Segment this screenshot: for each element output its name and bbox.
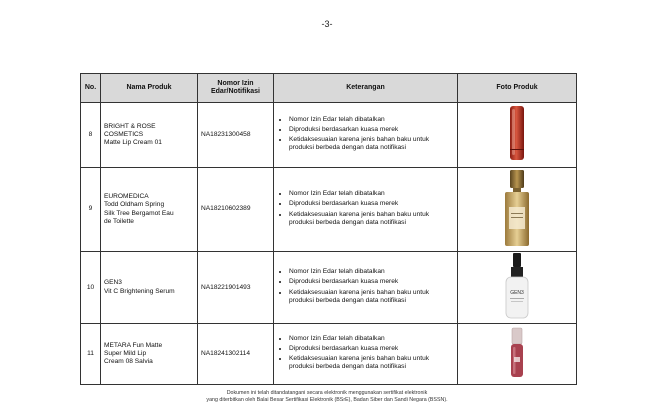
product-name-line: de Toilette [104, 217, 134, 225]
note-item: • Diproduksi berdasarkan kuasa merek [289, 126, 454, 134]
product-photo-cell [458, 324, 577, 385]
product-name [101, 168, 198, 252]
notes-cell [274, 252, 458, 324]
header-keterangan: Keterangan [274, 74, 458, 103]
product-name-line: BRIGHT & ROSE [104, 122, 156, 130]
registration-number: NA18221901493 [198, 252, 274, 324]
product-name-line: Cream 08 Salvia [104, 358, 153, 366]
product-name-line: COSMETICS [104, 130, 144, 138]
product-photo-cell [458, 168, 577, 252]
row-number: 9 [81, 168, 101, 252]
page-number: -3- [321, 19, 333, 29]
row-number: 11 [81, 324, 101, 385]
product-name-line: Super Mild Lip [104, 350, 147, 358]
note-item: • Nomor Izin Edar telah dibatalkan [289, 190, 454, 198]
product-name-line: Silk Tree Bergamot Eau [104, 209, 174, 217]
table-row [81, 168, 577, 252]
product-name [101, 103, 198, 168]
header-foto-produk: Foto Produk [458, 74, 577, 103]
header-nama-produk: Nama Produk [101, 74, 198, 103]
note-item: • Diproduksi berdasarkan kuasa merek [289, 200, 454, 208]
note-item: • Diproduksi berdasarkan kuasa merek [289, 278, 454, 286]
lip-cream-vial-image [507, 327, 527, 379]
product-name-line: Todd Oldham Spring [104, 201, 165, 209]
serum-pump-bottle-image [502, 252, 532, 320]
note-item: • Diproduksi berdasarkan kuasa merek [289, 345, 454, 353]
table-row [81, 324, 577, 385]
product-name [101, 252, 198, 324]
table-row [81, 103, 577, 168]
gen3-bottle-label: GEN3 [510, 290, 524, 296]
note-item: • Ketidaksesuaian karena jenis bahan baku untuk produksi berbeda dengan data notifikasi [289, 211, 454, 227]
product-name [101, 324, 198, 385]
footer-line: Dokumen ini telah ditandatangani secara elektronik menggunakan sertifikat elektronik [226, 390, 428, 396]
note-item: • Nomor Izin Edar telah dibatalkan [289, 116, 454, 124]
product-name-line: GEN3 [104, 279, 122, 287]
note-item: • Ketidaksesuaian karena jenis bahan baku untuk produksi berbeda dengan data notifikasi [289, 355, 454, 371]
registration-number: NA18241302114 [198, 324, 274, 385]
product-name-line: METARA Fun Matte [104, 341, 163, 349]
table-header-row [81, 74, 577, 103]
product-table [80, 73, 577, 385]
header-no: No. [81, 74, 101, 103]
product-name-line: Matte Lip Cream 01 [104, 139, 162, 147]
note-item: • Ketidaksesuaian karena jenis bahan baku untuk produksi berbeda dengan data notifikasi [289, 289, 454, 305]
note-item: • Nomor Izin Edar telah dibatalkan [289, 268, 454, 276]
header-nomor-izin: Nomor Izin Edar/Notifikasi [198, 74, 274, 103]
footer-line: yang diterbitkan oleh Balai Besar Sertifikasi Elektronik (BSrE), Badan Siber dan Sandi Negara (BSSN). [206, 397, 448, 404]
notes-cell [274, 103, 458, 168]
product-photo-cell [458, 103, 577, 168]
perfume-bottle-image [502, 169, 532, 247]
notes-cell [274, 168, 458, 252]
product-name-line: Vit C Brightening Serum [104, 287, 175, 295]
lip-cream-tube-image [507, 105, 527, 161]
footer-note [0, 390, 654, 404]
notes-cell [274, 324, 458, 385]
registration-number: NA18210602389 [198, 168, 274, 252]
table-row [81, 252, 577, 324]
row-number: 10 [81, 252, 101, 324]
note-item: • Nomor Izin Edar telah dibatalkan [289, 335, 454, 343]
row-number: 8 [81, 103, 101, 168]
product-name-line: EUROMEDICA [104, 193, 149, 201]
note-item: • Ketidaksesuaian karena jenis bahan baku untuk produksi berbeda dengan data notifikasi [289, 136, 454, 152]
registration-number: NA18231300458 [198, 103, 274, 168]
product-photo-cell [458, 252, 577, 324]
